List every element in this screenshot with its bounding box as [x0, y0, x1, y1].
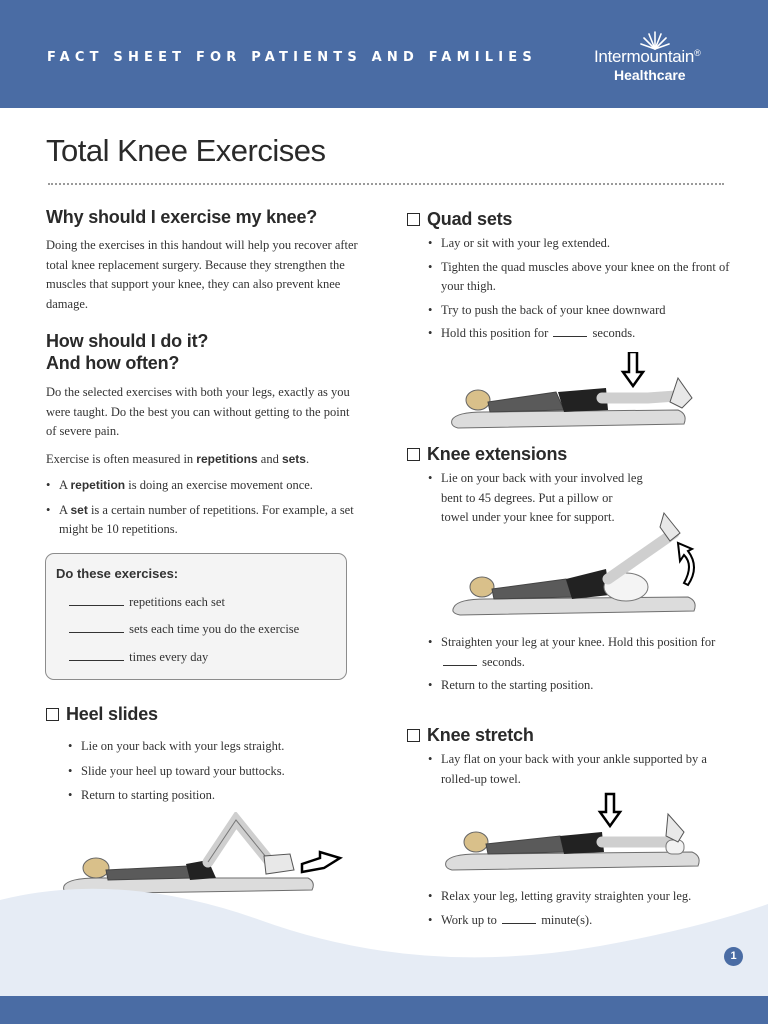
page-number-badge: 1 [724, 947, 743, 966]
knee-extensions-steps [407, 633, 737, 700]
measure-text: Exercise is often measured in repetitions and sets. [46, 451, 310, 466]
list-item: • A set is a certain number of repetitions. For example, a set might be 10 repetitions. [46, 501, 362, 540]
logo-subtitle: Healthcare [614, 67, 686, 83]
list-item: • Try to push the back of your knee downward [428, 301, 737, 321]
knee-extensions-checkbox[interactable] [407, 448, 420, 461]
quad-sets-list [428, 234, 737, 344]
repetitions-blank[interactable] [69, 594, 124, 606]
list-item: • Hold this position for seconds. [428, 324, 737, 344]
repetitions-row: repetitions each set [69, 594, 225, 610]
knee-stretch-section [407, 724, 737, 793]
left-column [46, 206, 362, 545]
how-body: Do the selected exercises with both your legs, exactly as you were taught. Do the best you can without getting to the point of severe pain. [46, 385, 350, 438]
quad-sets-illustration [448, 352, 698, 432]
how-heading [46, 330, 362, 374]
title-divider [48, 183, 724, 185]
list-item: • A repetition is doing an exercise movement once. [46, 476, 362, 496]
how-heading-line2: And how often? [46, 353, 180, 373]
list-item: • Relax your leg, letting gravity straighten your leg. [428, 887, 737, 907]
list-item: • Tighten the quad muscles above your knee on the front of your thigh. [428, 258, 737, 297]
list-item: • Return to the starting position. [428, 676, 737, 696]
list-item: • Lie on your back with your involved leg bent to 45 degrees. Put a pillow or towel under your knee for support. [428, 469, 643, 528]
knee-extensions-illustration [448, 503, 708, 623]
quad-sets-heading: Quad sets [407, 208, 737, 230]
list-item: • Lie on your back with your legs straight. [68, 737, 366, 757]
heel-slides-section [46, 703, 366, 811]
list-item: • Return to starting position. [68, 786, 366, 806]
quad-sets-section [407, 208, 737, 348]
why-body: Doing the exercises in this handout will help you recover after total knee replacement surgery. Because they strengthen the muscles that support your knee, they can also prevent knee damage. [46, 238, 358, 311]
page-title: Total Knee Exercises [46, 133, 326, 168]
list-item: • Slide your heel up toward your buttocks. [68, 762, 366, 782]
header-band [0, 0, 768, 108]
knee-stretch-list [428, 750, 737, 789]
heel-slides-checkbox[interactable] [46, 708, 59, 721]
intermountain-logo [590, 28, 740, 88]
arrow-down-icon [623, 352, 643, 386]
why-heading: Why should I exercise my knee? [46, 207, 318, 227]
list-item: • Straighten your leg at your knee. Hold this position for seconds. [428, 633, 737, 672]
knee-extensions-heading: Knee extensions [407, 443, 737, 465]
list-item: • Work up to minute(s). [428, 911, 737, 931]
arrow-down-icon [600, 794, 620, 826]
extension-seconds-blank[interactable] [443, 654, 477, 666]
list-item: • Lay or sit with your leg extended. [428, 234, 737, 254]
knee-stretch-list-2 [428, 887, 737, 930]
times-row: times every day [69, 649, 208, 665]
heel-slides-heading: Heel slides [46, 703, 366, 725]
repetitions-term: repetitions [196, 451, 258, 466]
sets-term: sets [281, 451, 306, 466]
box-title: Do these exercises: [56, 566, 179, 581]
sets-row: sets each time you do the exercise [69, 621, 299, 637]
prescription-box [45, 553, 347, 680]
logo-name: Intermountain® [594, 47, 701, 66]
times-blank[interactable] [69, 649, 124, 661]
arrow-curved-up-icon [678, 543, 694, 585]
sets-blank[interactable] [69, 621, 124, 633]
knee-stretch-steps [407, 887, 737, 934]
list-item: • Lay flat on your back with your ankle supported by a rolled-up towel. [428, 750, 718, 789]
quad-seconds-blank[interactable] [553, 325, 587, 337]
knee-stretch-checkbox[interactable] [407, 729, 420, 742]
footer-band [0, 996, 768, 1024]
how-heading-line1: How should I do it? [46, 331, 209, 351]
heel-slides-list [68, 737, 366, 806]
quad-sets-checkbox[interactable] [407, 213, 420, 226]
definition-list [46, 476, 362, 540]
stretch-minutes-blank[interactable] [502, 912, 536, 924]
knee-extensions-list-2 [428, 633, 737, 696]
header-tagline: FACT SHEET FOR PATIENTS AND FAMILIES [47, 50, 537, 65]
knee-stretch-heading: Knee stretch [407, 724, 737, 746]
